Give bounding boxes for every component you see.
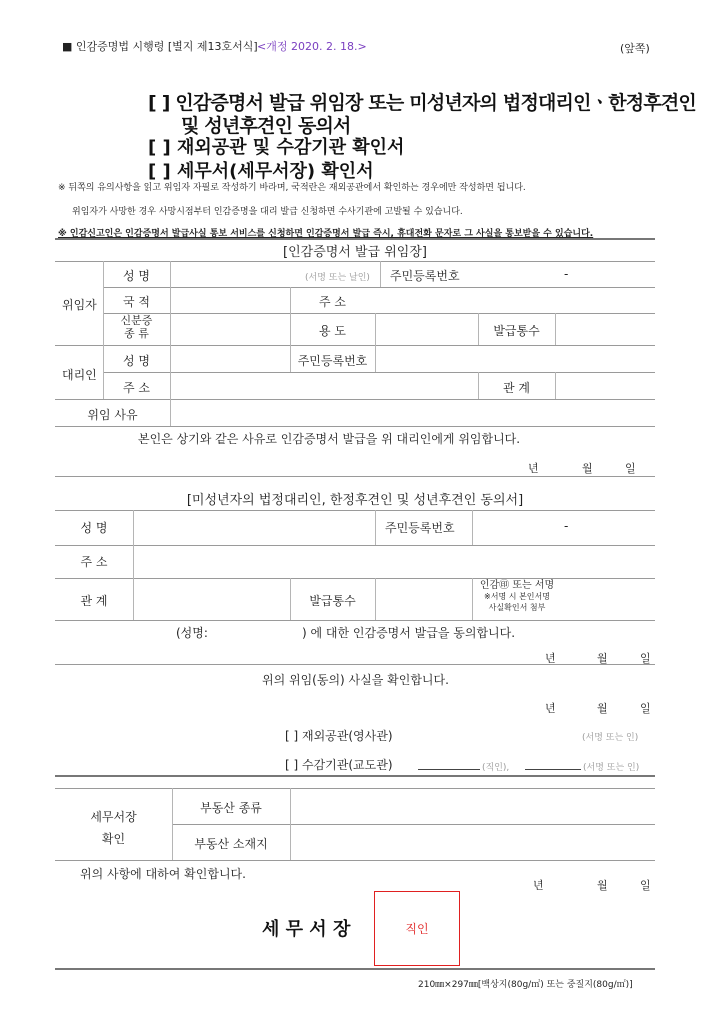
confirm-date-year: 년 <box>545 702 556 715</box>
s1-date-year: 년 <box>528 462 539 475</box>
section2-heading: [미성년자의 법정대리인, 한정후견인 및 성년후견인 동의서] <box>186 493 524 508</box>
consent-name-open: (성명: <box>176 626 208 640</box>
s1-date-month: 월 <box>582 462 593 475</box>
tax-chief-confirm-label: 세무서장 확인 <box>90 810 137 846</box>
s2-date-day: 일 <box>640 652 651 665</box>
title-embassy: [ ] 재외공관 및 수감기관 확인서 <box>148 137 405 158</box>
s2-date-year: 년 <box>545 652 556 665</box>
confirm-date-day: 일 <box>640 702 651 715</box>
property-location-label: 부동산 소재지 <box>194 837 268 851</box>
agent-relation-label: 관 계 <box>503 381 530 395</box>
official-seal-box: 직인 <box>374 891 460 966</box>
consenter-relation-label: 관 계 <box>80 594 108 608</box>
prison-seal-hint: (직인), <box>482 763 510 773</box>
tax-date-month: 월 <box>597 879 608 892</box>
agent-address-label: 주 소 <box>123 381 150 395</box>
note-instructions: ※ 뒤쪽의 유의사항을 읽고 위임자 자필로 작성하기 바라며, 국적란은 재외공관에서 확인하는 경우에만 작성하면 됩니다. <box>58 183 526 193</box>
form-reference: ■ 인감증명법 시행령 [별지 제13호서식] <box>62 40 258 53</box>
consenter-address-label: 주 소 <box>80 555 108 569</box>
bottom-border <box>55 968 655 970</box>
embassy-sign-hint: (서명 또는 인) <box>582 733 639 743</box>
delegator-rrn-label: 주민등록번호 <box>390 269 460 283</box>
sign-hint: (서명 또는 날인) <box>305 273 370 283</box>
property-type-label: 부동산 종류 <box>200 801 262 815</box>
paper-spec: 210㎜×297㎜[백상지(80g/㎡) 또는 중질지(80g/㎡)] <box>418 980 633 990</box>
note-notification: ※ 인감신고인은 인감증명서 발급사실 통보 서비스를 신청하면 인감증명서 발급 즉시, 휴대전화 문자로 그 사실을 통보받을 수 있습니다. <box>58 229 594 239</box>
delegator-rrn-dash: - <box>564 267 569 281</box>
title-delegation: [ ] 인감증명서 발급 위임장 또는 미성년자의 법정대리인ㆍ한정후견인 <box>148 92 696 114</box>
tax-date-day: 일 <box>640 879 651 892</box>
tax-statement: 위의 사항에 대하여 확인합니다. <box>80 867 246 881</box>
copies-label: 발급통수 <box>493 324 540 338</box>
agent-rrn-label: 주민등록번호 <box>297 354 368 368</box>
s1-date-day: 일 <box>625 462 636 475</box>
agent-name-label: 성 명 <box>123 354 150 368</box>
consent-statement: ) 에 대한 인감증명서 발급을 동의합니다. <box>302 626 516 640</box>
delegator-name-label: 성 명 <box>123 269 150 283</box>
delegator-label: 위임자 <box>62 298 97 312</box>
consenter-copies-label: 발급통수 <box>309 594 356 608</box>
confirm-statement: 위의 위임(동의) 사실을 확인합니다. <box>262 673 449 687</box>
title-guardian: 및 성년후견인 동의서 <box>181 115 351 137</box>
page-side: (앞쪽) <box>620 42 650 55</box>
section1-heading: [인감증명서 발급 위임장] <box>283 245 427 260</box>
consenter-name-label: 성 명 <box>80 521 108 535</box>
agent-label: 대리인 <box>62 368 97 382</box>
confirm-date-month: 월 <box>597 702 608 715</box>
nationality-label: 국 적 <box>123 295 150 309</box>
tax-date-year: 년 <box>533 879 544 892</box>
tax-section-top-border <box>55 775 655 777</box>
delegator-address-label: 주 소 <box>319 295 346 309</box>
consenter-rrn-label: 주민등록번호 <box>385 521 455 535</box>
id-type-label: 신분증 종 류 <box>120 314 153 340</box>
prison-sign-hint: (서명 또는 인) <box>583 763 640 773</box>
embassy-label: [ ] 재외공관(영사관) <box>285 729 393 743</box>
revision-date: <개정 2020. 2. 18.> <box>257 40 367 53</box>
delegation-statement: 본인은 상기와 같은 사유로 인감증명서 발급을 위 대리인에게 위임합니다. <box>138 432 521 446</box>
prison-label: [ ] 수감기관(교도관) <box>285 758 393 772</box>
reason-label: 위임 사유 <box>87 408 138 422</box>
note-death-warning: 위임자가 사망한 경우 사망시점부터 인감증명을 대리 발급 신청하면 수사기관에 고발될 수 있습니다. <box>72 207 463 217</box>
s2-date-month: 월 <box>597 652 608 665</box>
seal-or-sign-box: 인감㊞ 또는 서명 ※서명 시 본인서명 사실확인서 첨부 <box>479 580 555 612</box>
purpose-label: 용 도 <box>319 324 346 338</box>
consenter-rrn-dash: - <box>564 519 569 533</box>
title-tax-office: [ ] 세무서(세무서장) 확인서 <box>148 161 374 182</box>
tax-chief-title: 세 무 서 장 <box>262 919 351 940</box>
section1-top-border <box>55 238 655 240</box>
